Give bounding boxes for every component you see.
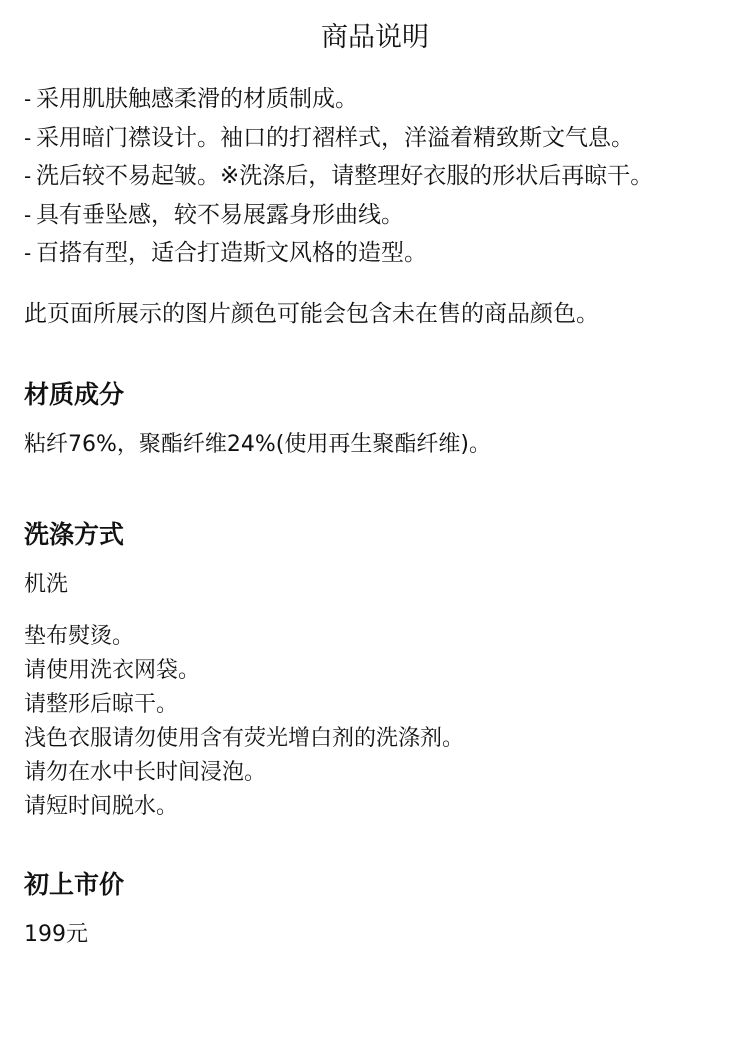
feature-item (24, 234, 726, 273)
material-heading: 材质成分 (24, 379, 125, 409)
material-composition: 粘纤76%，聚酯纤维24%(使用再生聚酯纤维)。 (24, 431, 491, 457)
feature-item (24, 80, 726, 119)
washing-instruction: 请整形后晾干。 (24, 691, 179, 717)
washing-instruction: 请使用洗衣网袋。 (24, 657, 201, 683)
washing-instruction: 浅色衣服请勿使用含有荧光增白剂的洗涤剂。 (24, 725, 465, 751)
feature-list (24, 80, 726, 273)
feature-item (24, 157, 726, 196)
washing-instruction: 请短时间脱水。 (24, 793, 179, 819)
page-title: 商品说明 (321, 22, 429, 53)
feature-text: 具有垂坠感，较不易展露身形曲线。 (36, 201, 404, 228)
washing-heading: 洗涤方式 (24, 519, 125, 549)
bullet-dash: - (24, 125, 32, 150)
feature-text: 采用暗门襟设计。袖口的打褶样式，洋溢着精致斯文气息。 (36, 124, 634, 151)
feature-text: 洗后较不易起皱。※洗涤后，请整理好衣服的形状后再晾干。 (36, 163, 654, 189)
feature-text: 采用肌肤触感柔滑的材质制成。 (36, 86, 358, 112)
launch-price: 199元 (24, 921, 88, 947)
washing-instruction: 请勿在水中长时间浸泡。 (24, 759, 267, 785)
bullet-dash: - (24, 202, 32, 227)
feature-text: 百搭有型，适合打造斯文风格的造型。 (36, 240, 427, 266)
washing-method: 机洗 (24, 571, 69, 597)
washing-instructions (24, 620, 726, 824)
bullet-dash: - (24, 87, 32, 111)
bullet-dash: - (24, 241, 32, 265)
bullet-dash: - (24, 164, 32, 188)
feature-item (24, 119, 726, 158)
washing-instruction: 垫布熨烫。 (24, 623, 135, 649)
price-heading: 初上市价 (24, 869, 125, 899)
feature-item (24, 196, 726, 235)
color-disclaimer: 此页面所展示的图片颜色可能会包含未在售的商品颜色。 (24, 300, 599, 327)
